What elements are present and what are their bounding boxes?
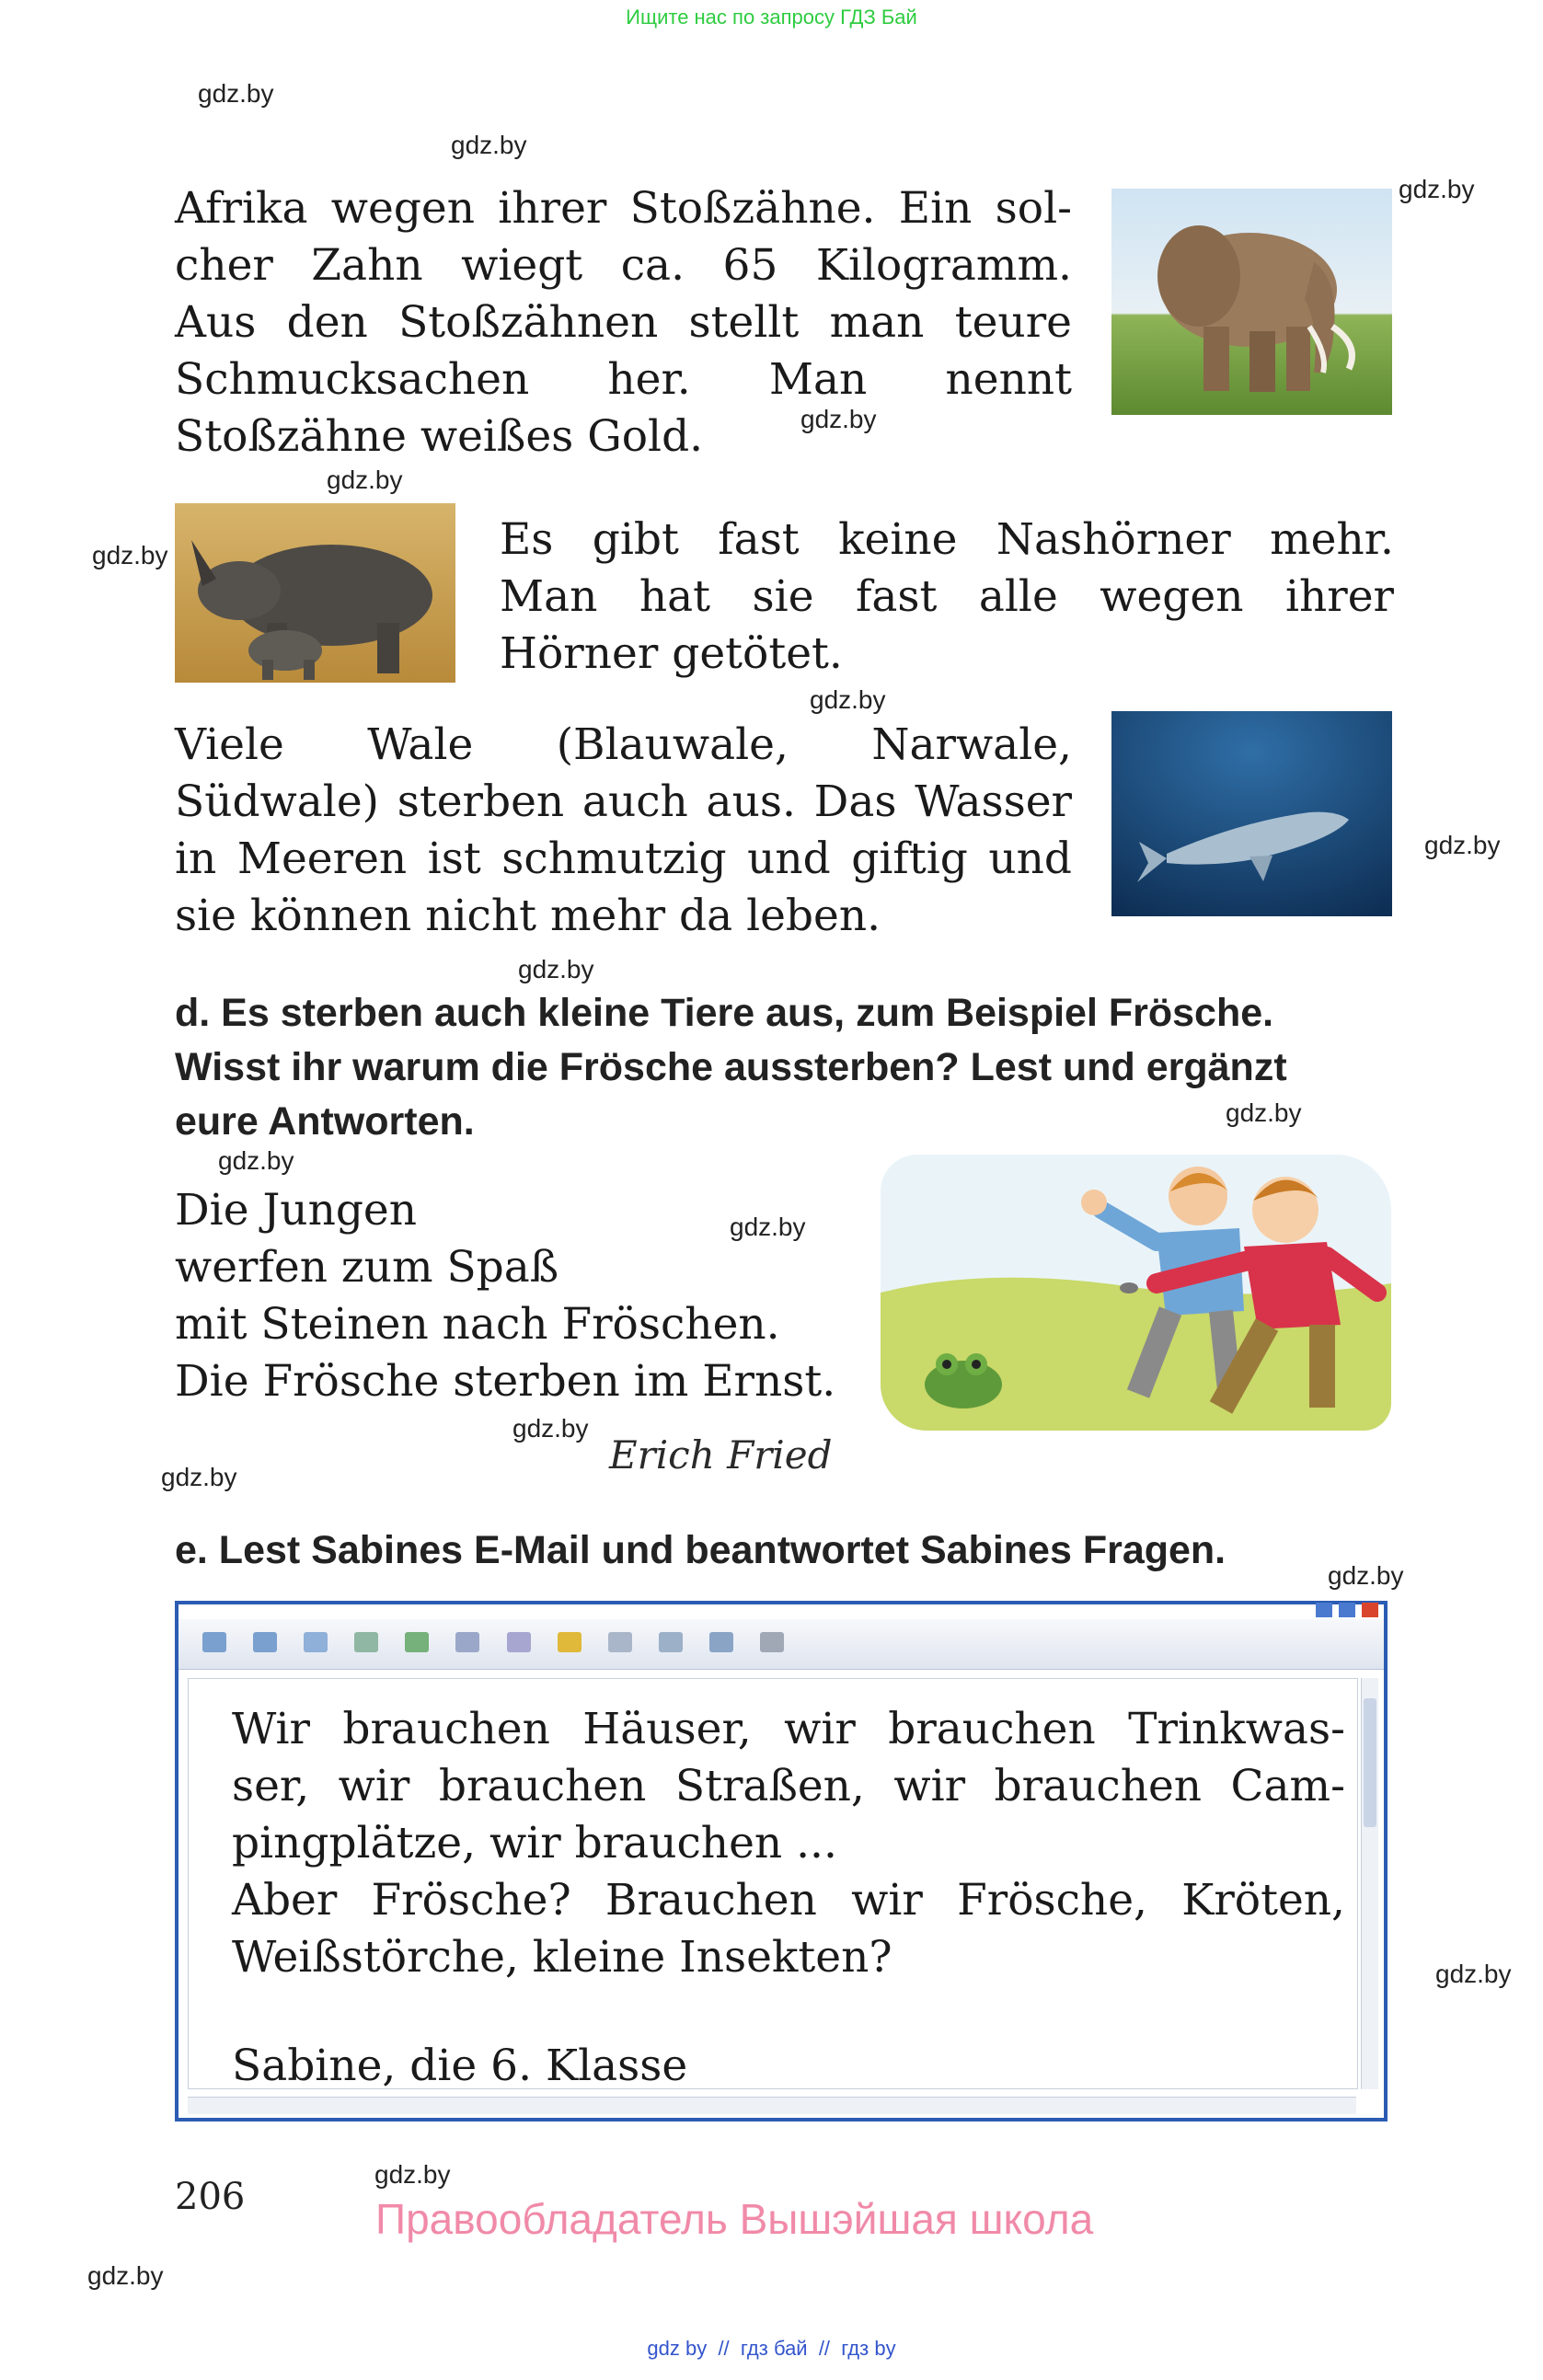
watermark: gdz.by bbox=[518, 955, 594, 983]
poem bbox=[175, 1182, 835, 1410]
bottom-links[interactable]: gdz by // гдз бай // гдз by bbox=[647, 2337, 896, 2360]
task-line: d. Es sterben auch kleine Tiere aus, zum Beispiel Frösche. bbox=[175, 991, 1274, 1035]
email-toolbar bbox=[178, 1619, 1384, 1670]
whale-paragraph-line: sie können nicht mehr da leben. bbox=[175, 891, 881, 941]
whale-paragraph-line: Viele Wale (Blauwale, Narwale, bbox=[175, 719, 1072, 770]
send-receive-icon[interactable] bbox=[202, 1632, 226, 1652]
rhino-paragraph-line: Man hat sie fast alle wegen ihrer bbox=[500, 571, 1394, 622]
watermark: gdz.by bbox=[451, 131, 527, 159]
minimize-icon[interactable] bbox=[1316, 1603, 1332, 1617]
watermark: gdz.by bbox=[92, 541, 168, 569]
delete-icon[interactable] bbox=[760, 1632, 784, 1652]
compose-icon[interactable] bbox=[304, 1632, 328, 1652]
task-line: eure Antworten. bbox=[175, 1099, 475, 1144]
folders-icon[interactable] bbox=[709, 1632, 733, 1652]
watermark: gdz.by bbox=[1435, 1960, 1512, 1988]
elephant-paragraph bbox=[175, 180, 1072, 237]
window-controls bbox=[1314, 1603, 1378, 1621]
task-d-heading bbox=[175, 986, 1394, 1149]
email-text bbox=[232, 1701, 1345, 1986]
elephant-paragraph-line: cher Zahn wiegt ca. 65 Kilogramm. bbox=[175, 240, 1072, 291]
task-line: Wisst ihr warum die Frösche aussterben? Lest und ergänzt bbox=[175, 1045, 1287, 1089]
watermark: gdz.by bbox=[198, 79, 274, 108]
watermark: gdz.by bbox=[161, 1463, 237, 1491]
whale-paragraph-line: Südwale) sterben auch aus. Das Wasser bbox=[175, 776, 1072, 827]
print-icon[interactable] bbox=[659, 1632, 683, 1652]
text-line: Afrika wegen ihrer Stoßzähne. Ein sol- bbox=[175, 183, 1072, 234]
email-line: Aber Frösche? Brauchen wir Frösche, Kröten, bbox=[232, 1875, 1345, 1926]
rhino-paragraph-line: Hörner getötet. bbox=[500, 628, 843, 679]
poem-line: mit Steinen nach Fröschen. bbox=[175, 1299, 780, 1350]
email-line: pingplätze, wir brauchen ... bbox=[232, 1818, 837, 1868]
mail-icon[interactable] bbox=[507, 1632, 531, 1652]
elephant-paragraph-line: Stoßzähne weißes Gold. bbox=[175, 411, 704, 462]
whale-photo bbox=[1111, 711, 1392, 916]
reply-icon[interactable] bbox=[354, 1632, 378, 1652]
boys-and-frog-illustration bbox=[881, 1155, 1391, 1431]
rhino-photo bbox=[175, 503, 455, 683]
poem-author: Erich Fried bbox=[609, 1432, 833, 1477]
email-line: Weißstörche, kleine Insekten? bbox=[232, 1932, 892, 1983]
task-e-heading: e. Lest Sabines E-Mail und beantwortet Sabines Fragen. bbox=[175, 1528, 1226, 1572]
elephant-photo bbox=[1111, 189, 1392, 415]
watermark: gdz.by bbox=[1328, 1561, 1404, 1590]
watermark: gdz.by bbox=[327, 466, 403, 494]
email-window bbox=[175, 1601, 1388, 2121]
watermark: gdz.by bbox=[87, 2261, 164, 2290]
elephant-paragraph-line: Aus den Stoßzähnen stellt man teure bbox=[175, 297, 1072, 348]
email-line: ser, wir brauchen Straßen, wir brauchen Cam- bbox=[232, 1761, 1345, 1811]
watermark: gdz.by bbox=[1226, 1098, 1302, 1127]
horizontal-scrollbar[interactable] bbox=[188, 2097, 1356, 2114]
find-icon[interactable] bbox=[608, 1632, 632, 1652]
vertical-scrollbar[interactable] bbox=[1361, 1678, 1378, 2089]
page-number: 206 bbox=[175, 2176, 246, 2218]
watermark: gdz.by bbox=[800, 405, 877, 433]
send-icon[interactable] bbox=[253, 1632, 277, 1652]
poem-line: Die Frösche sterben im Ernst. bbox=[175, 1356, 836, 1407]
rhino-paragraph-line: Es gibt fast keine Nashörner mehr. bbox=[500, 514, 1394, 565]
poem-line: Die Jungen bbox=[175, 1185, 418, 1236]
address-book-icon[interactable] bbox=[558, 1632, 582, 1652]
whale-paragraph-line: in Meeren ist schmutzig und giftig und bbox=[175, 834, 1072, 884]
email-signature: Sabine, die 6. Klasse bbox=[232, 2041, 688, 2091]
watermark: gdz.by bbox=[1424, 831, 1501, 859]
maximize-icon[interactable] bbox=[1339, 1603, 1355, 1617]
watermark: gdz.by bbox=[810, 685, 886, 714]
watermark: gdz.by bbox=[1399, 175, 1475, 203]
reply-all-icon[interactable] bbox=[405, 1632, 429, 1652]
email-body bbox=[188, 1678, 1358, 2089]
watermark: gdz.by bbox=[730, 1213, 806, 1241]
elephant-paragraph-line: Schmucksachen her. Man nennt bbox=[175, 354, 1072, 405]
watermark: gdz.by bbox=[218, 1146, 294, 1175]
scroll-thumb[interactable] bbox=[1364, 1698, 1376, 1827]
watermark: gdz.by bbox=[512, 1414, 589, 1443]
forward-icon[interactable] bbox=[455, 1632, 479, 1652]
poem-line: werfen zum Spaß bbox=[175, 1242, 559, 1293]
copyright-holder: Правообладатель Вышэйшая школа bbox=[375, 2195, 1094, 2243]
close-icon[interactable] bbox=[1362, 1603, 1378, 1617]
email-line: Wir brauchen Häuser, wir brauchen Trinkwas- bbox=[232, 1704, 1345, 1754]
top-search-link[interactable]: Ищите нас по запросу ГДЗ Бай bbox=[626, 6, 917, 29]
watermark: gdz.by bbox=[374, 2160, 451, 2189]
